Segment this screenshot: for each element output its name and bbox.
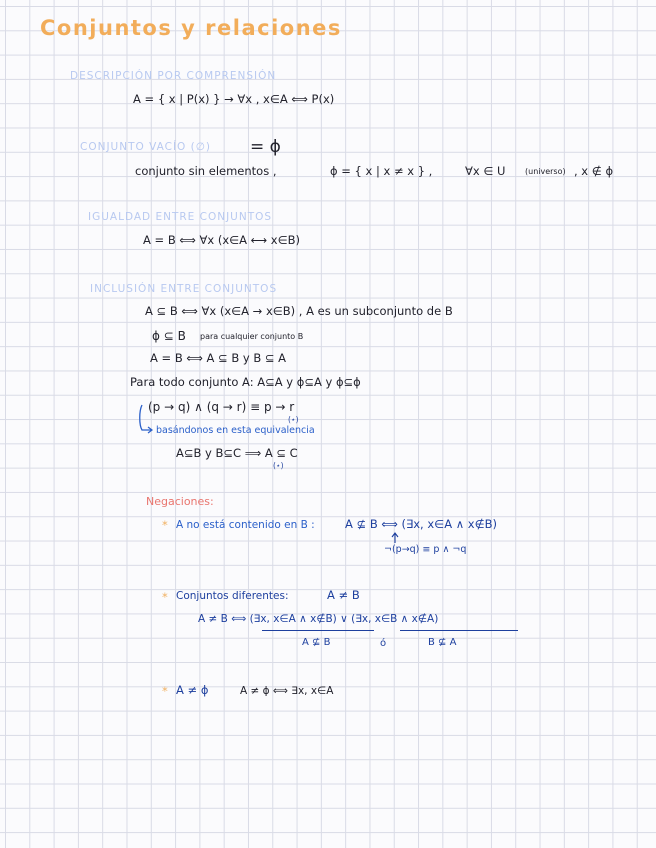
underline-left: [262, 630, 374, 631]
inclusion-line6-mark: (⋆): [273, 461, 284, 470]
bullet-2: *: [162, 590, 168, 604]
negacion-item2-sym: A ≠ B: [327, 588, 360, 602]
bullet-3: *: [162, 684, 168, 698]
vacio-forall: ∀x ∈ U: [465, 164, 506, 178]
formula-igualdad: A = B ⟺ ∀x (x∈A ⟷ x∈B): [143, 233, 301, 247]
inclusion-line4: Para todo conjunto A: A⊆A y ϕ⊆A y ϕ⊆ϕ: [130, 375, 361, 389]
negacion-item2-label: Conjuntos diferentes:: [176, 590, 289, 602]
vacio-formula: ϕ = { x | x ≠ x } ,: [330, 164, 433, 178]
vacio-notin: , x ∉ ϕ: [574, 164, 614, 178]
up-arrow-icon: [390, 532, 400, 544]
inclusion-line1: A ⊆ B ⟺ ∀x (x∈A → x∈B) , A es un subconjunto de B: [145, 304, 453, 318]
inclusion-line2-text: para cualquier conjunto B: [200, 332, 304, 341]
inclusion-line5: (p → q) ∧ (q → r) ≡ p → r: [148, 400, 295, 414]
negacion-item2-formula: A ≠ B ⟺ (∃x, x∈A ∧ x∉B) ∨ (∃x, x∈B ∧ x∉A): [198, 613, 439, 625]
vacio-universo: (universo): [525, 167, 566, 176]
inclusion-line3: A = B ⟺ A ⊆ B y B ⊆ A: [150, 351, 287, 365]
negacion-item1-formula: A ⊈ B ⟺ (∃x, x∈A ∧ x∉B): [345, 517, 497, 531]
heading-vacio: CONJUNTO VACÍO (∅): [80, 141, 211, 153]
inclusion-line5-mark: (⋆): [288, 415, 299, 424]
negacion-item1-note: ¬(p→q) ≡ p ∧ ¬q: [384, 544, 467, 555]
vacio-definition: conjunto sin elementos ,: [135, 164, 277, 178]
inclusion-line6: A⊆B y B⊆C ⟹ A ⊆ C: [176, 446, 298, 460]
negacion-item3-formula: A ≠ ϕ ⟺ ∃x, x∈A: [240, 685, 334, 697]
bullet-1: *: [162, 518, 168, 532]
negacion-item2-under1: A ⊈ B: [302, 637, 331, 648]
page-title: Conjuntos y relaciones: [40, 16, 342, 40]
curved-arrow-icon: [136, 403, 156, 439]
heading-igualdad: IGUALDAD ENTRE CONJUNTOS: [88, 211, 273, 223]
negacion-item2-under2: B ⊈ A: [428, 637, 457, 648]
negacion-item2-or: ó: [380, 638, 387, 649]
heading-negaciones: Negaciones:: [146, 495, 214, 508]
inclusion-line2-sym: ϕ ⊆ B: [152, 329, 186, 343]
negacion-item3-sym: A ≠ ϕ: [176, 683, 209, 697]
heading-inclusion: INCLUSIÓN ENTRE CONJUNTOS: [90, 283, 278, 295]
heading-comprension: DESCRIPCIÓN POR COMPRENSIÓN: [70, 70, 277, 82]
inclusion-note: basándonos en esta equivalencia: [156, 425, 315, 436]
heading-vacio-eq: = ϕ: [250, 137, 281, 157]
underline-right: [400, 630, 518, 631]
formula-comprension: A = { x | P(x) } → ∀x , x∈A ⟺ P(x): [133, 92, 335, 106]
negacion-item1-label: A no está contenido en B :: [176, 519, 315, 531]
